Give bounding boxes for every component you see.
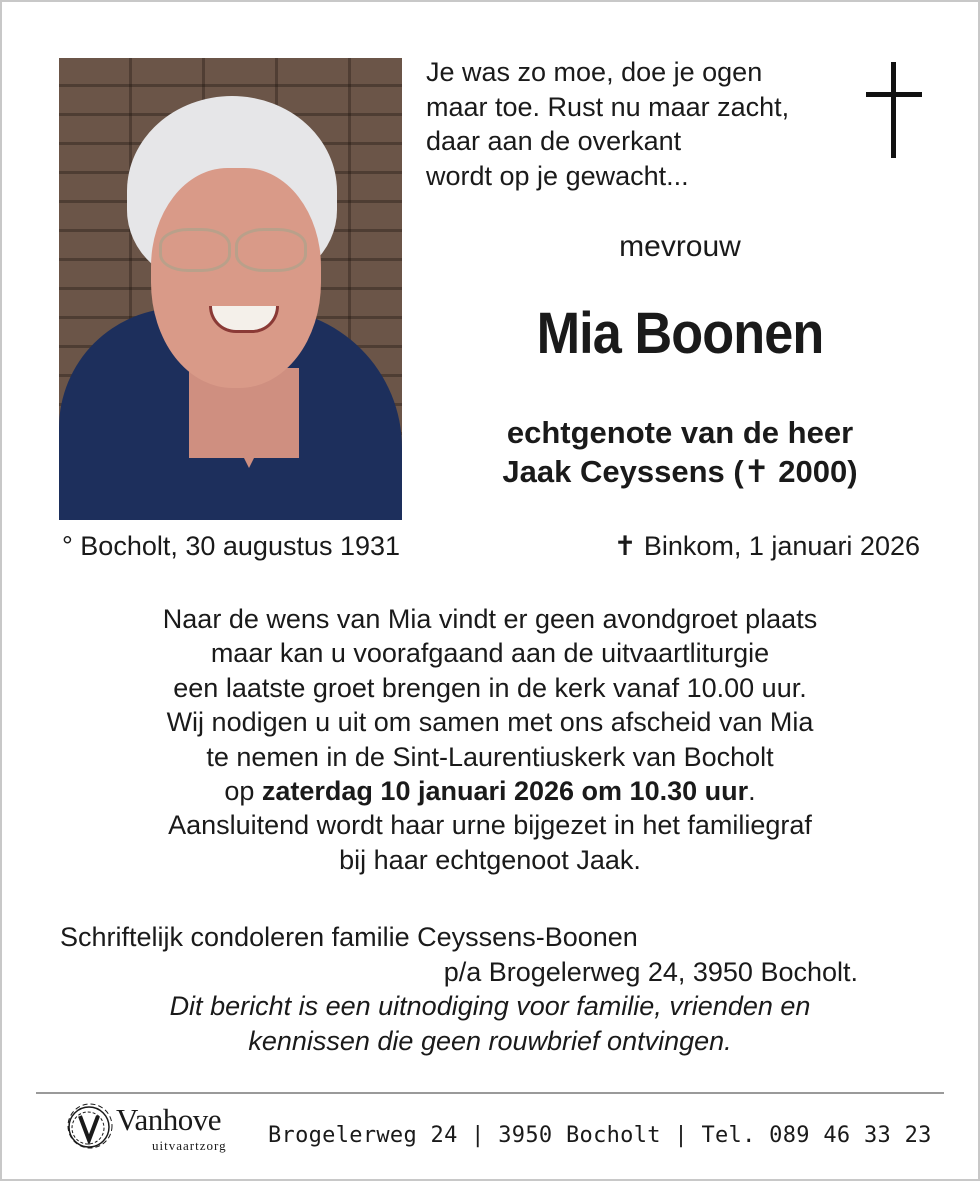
- cross-icon: [866, 62, 922, 158]
- announcement-prefix: op: [224, 776, 262, 807]
- poem: [426, 55, 856, 193]
- announcement-line: Naar de wens van Mia vindt er geen avondgroet plaats: [162, 604, 818, 634]
- poem-line: Je was zo moe, doe je ogen: [426, 57, 763, 87]
- footer-address: Brogelerweg 24 | 3950 Bocholt | Tel. 089 46 33 23: [268, 1123, 932, 1148]
- ceremony-datetime: zaterdag 10 januari 2026 om 10.30 uur: [261, 776, 749, 807]
- announcement-line: maar kan u voorafgaand aan de uitvaartliturgie: [210, 638, 770, 669]
- announcement-line: Aansluitend wordt haar urne bijgezet in het familiegraf: [168, 810, 812, 841]
- announcement-suffix: .: [748, 776, 756, 807]
- brand-name: Vanhove: [116, 1102, 221, 1137]
- brand-subtitle: uitvaartzorg: [152, 1138, 227, 1153]
- portrait-photo: [59, 58, 402, 520]
- death-date: ✝ Binkom, 1 januari 2026: [613, 531, 920, 561]
- condolence-address: p/a Brogelerweg 24, 3950 Bocholt.: [443, 956, 858, 987]
- invitation-note: kennissen die geen rouwbrief ontvingen.: [248, 1025, 732, 1056]
- honorific: mevrouw: [619, 230, 741, 263]
- condolence-info: [60, 920, 920, 1058]
- footer-divider: [36, 1092, 944, 1094]
- announcement-line: Wij nodigen u uit om samen met ons afscheid van Mia: [166, 707, 814, 738]
- poem-line: wordt op je gewacht...: [426, 160, 689, 191]
- life-dates: [62, 531, 920, 567]
- announcement-line: bij haar echtgenoot Jaak.: [339, 844, 641, 875]
- condolence-line: Schriftelijk condoleren familie Ceyssens-Boonen: [60, 922, 638, 952]
- announcement-line: een laatste groet brengen in de kerk vanaf 10.00 uur.: [173, 672, 807, 703]
- announcement-line: te nemen in de Sint-Laurentiuskerk van Bocholt: [206, 741, 774, 772]
- announcement-text: [60, 602, 920, 877]
- poem-line: daar aan de overkant: [426, 126, 682, 156]
- deceased-name: Mia Boonen: [536, 301, 824, 366]
- invitation-note: Dit bericht is een uitnodiging voor familie, vrienden en: [169, 991, 811, 1021]
- spouse-info: [420, 413, 940, 491]
- announcement-line: [60, 774, 920, 808]
- logo-emblem-icon: [64, 1102, 114, 1152]
- birth-date: ° Bocholt, 30 augustus 1931: [62, 531, 401, 561]
- spouse-line: echtgenote van de heer: [506, 415, 854, 450]
- spouse-line: Jaak Ceyssens (✝ 2000): [502, 454, 858, 489]
- poem-line: maar toe. Rust nu maar zacht,: [426, 91, 790, 122]
- funeral-home-logo: [64, 1100, 254, 1160]
